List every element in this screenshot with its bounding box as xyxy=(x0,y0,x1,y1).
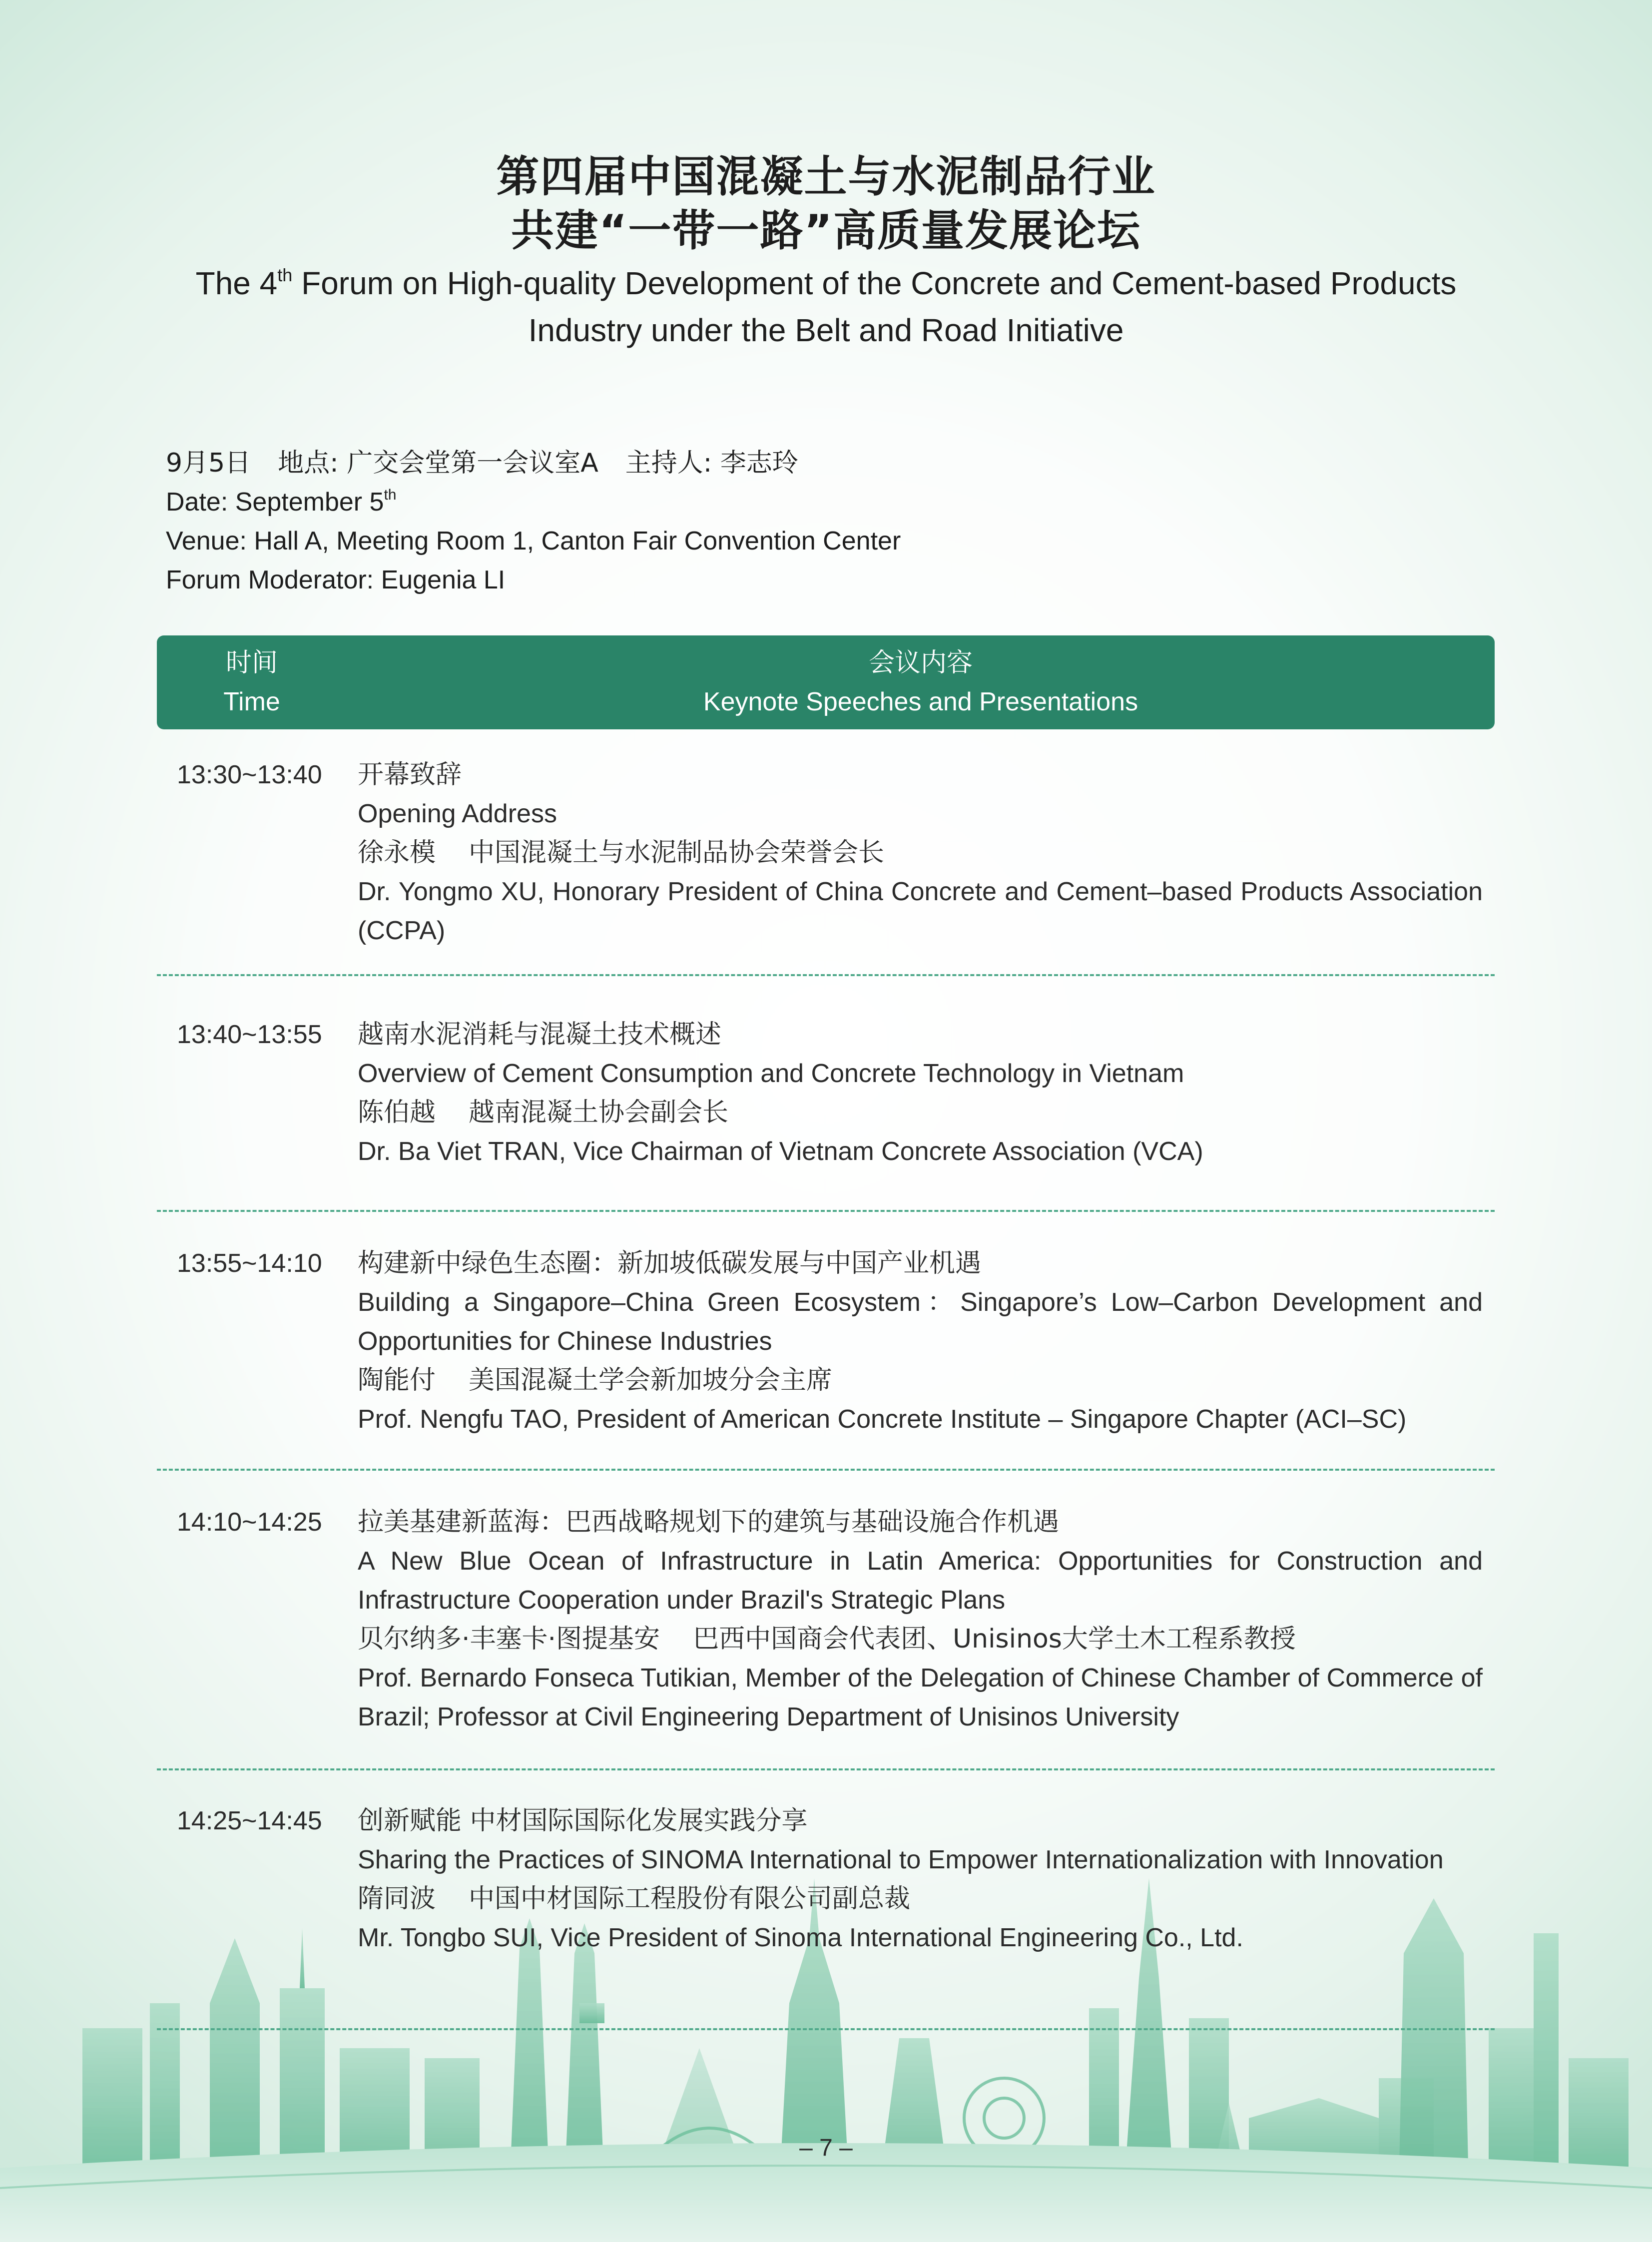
session-speaker-en: Prof. Bernardo Fonseca Tutikian, Member of the Delegation of Chinese Chamber of Commerce of Brazil; Professor at Civil Engineering Department of Unisinos University xyxy=(358,1664,1483,1731)
session-speaker-cn xyxy=(358,1361,1483,1400)
meta-cn-line xyxy=(166,444,901,483)
meta-cn-venue: 地点: 广交会堂第一会议室A xyxy=(278,448,598,478)
session-title-en: Overview of Cement Consumption and Concrete Technology in Vietnam xyxy=(358,1059,1184,1088)
speaker-name-cn: 陶能付 xyxy=(358,1365,436,1395)
title-en xyxy=(0,260,1652,354)
speaker-role-cn: 美国混凝土学会新加坡分会主席 xyxy=(469,1365,833,1395)
title-cn-line2: 共建“一带一路”高质量发展论坛 xyxy=(511,206,1141,256)
session-speaker-en: Mr. Tongbo SUI, Vice President of Sinoma International Engineering Co., Ltd. xyxy=(358,1923,1243,1952)
session-speaker-cn xyxy=(358,833,1483,872)
meta-moderator: Forum Moderator: Eugenia LI xyxy=(166,565,506,594)
header-time-cn: 时间 xyxy=(225,648,278,678)
session-title-cn: 开幕致辞 xyxy=(358,760,462,790)
session-divider xyxy=(157,1210,1495,1212)
schedule-table-header xyxy=(157,635,1495,729)
speaker-role-cn: 巴西中国商会代表团、Unisinos大学土木工程系教授 xyxy=(693,1624,1296,1654)
session-time: 13:40~13:55 xyxy=(177,1020,322,1049)
header-content-column xyxy=(347,643,1495,721)
session-content xyxy=(358,1015,1483,1171)
title-en-sup: th xyxy=(277,265,293,285)
speaker-role-cn: 越南混凝土协会副会长 xyxy=(469,1098,729,1127)
session-divider xyxy=(157,1469,1495,1471)
speaker-name-cn: 徐永模 xyxy=(358,838,436,868)
forum-meta xyxy=(166,444,901,599)
session-title-cn: 创新赋能 中材国际国际化发展实践分享 xyxy=(358,1806,808,1836)
speaker-role-cn: 中国中材国际工程股份有限公司副总裁 xyxy=(469,1884,911,1914)
session-divider xyxy=(157,974,1495,976)
session-title-en: Opening Address xyxy=(358,799,557,828)
session-title-en: Sharing the Practices of SINOMA International to Empower Internationalization with Innovation xyxy=(358,1845,1444,1874)
title-cn-line1: 第四届中国混凝土与水泥制品行业 xyxy=(496,152,1156,202)
header-content-cn: 会议内容 xyxy=(868,648,973,678)
header-time-column xyxy=(157,643,347,721)
session-title-cn: 拉美基建新蓝海：巴西战略规划下的建筑与基础设施合作机遇 xyxy=(358,1507,1060,1537)
speaker-name-cn: 陈伯越 xyxy=(358,1098,436,1127)
session-content xyxy=(358,1244,1483,1439)
meta-cn-moderator: 主持人: 李志玲 xyxy=(625,448,798,478)
session-divider xyxy=(157,2028,1495,2030)
session-speaker-cn xyxy=(358,1093,1483,1132)
meta-venue: Venue: Hall A, Meeting Room 1, Canton Fair Convention Center xyxy=(166,527,901,556)
session-speaker-cn xyxy=(358,1620,1483,1659)
title-en-line1-rest: Forum on High-quality Development of the Concrete and Cement-based Products xyxy=(292,265,1457,301)
session-speaker-en: Dr. Yongmo XU, Honorary President of China Concrete and Cement–based Products Association (CCPA) xyxy=(358,877,1483,945)
session-speaker-en: Prof. Nengfu TAO, President of American Concrete Institute – Singapore Chapter (ACI–SC) xyxy=(358,1405,1407,1434)
session-time: 13:55~14:10 xyxy=(177,1249,322,1278)
session-content xyxy=(358,1503,1483,1736)
speaker-name-cn: 隋同波 xyxy=(358,1884,436,1914)
speaker-role-cn: 中国混凝土与水泥制品协会荣誉会长 xyxy=(469,838,885,868)
session-time: 14:10~14:25 xyxy=(177,1508,322,1537)
meta-cn-date: 9月5日 xyxy=(166,448,251,478)
session-time: 14:25~14:45 xyxy=(177,1806,322,1835)
meta-date-sup: th xyxy=(384,487,397,503)
session-title-cn: 越南水泥消耗与混凝土技术概述 xyxy=(358,1020,722,1050)
session-time: 13:30~13:40 xyxy=(177,760,322,789)
header-content-en: Keynote Speeches and Presentations xyxy=(703,687,1138,716)
session-title-en: Building a Singapore–China Green Ecosystem：Singapore’s Low–Carbon Development and Opportunities for Chinese Industries xyxy=(358,1288,1483,1356)
session-speaker-cn xyxy=(358,1879,1483,1918)
session-content xyxy=(358,755,1483,950)
session-divider xyxy=(157,1768,1495,1770)
title-en-line2: Industry under the Belt and Road Initiative xyxy=(528,312,1124,348)
meta-date xyxy=(166,483,901,522)
session-title-en: A New Blue Ocean of Infrastructure in Latin America: Opportunities for Construction and Infrastructure Cooperation under Brazil's Strategic Plans xyxy=(358,1547,1483,1615)
header-time-en: Time xyxy=(223,687,280,716)
page-number: – 7 – xyxy=(799,2135,853,2161)
speaker-name-cn: 贝尔纳多·丰塞卡·图提基安 xyxy=(358,1624,660,1654)
title-en-line1 xyxy=(0,260,1652,307)
session-content xyxy=(358,1801,1483,1957)
session-speaker-en: Dr. Ba Viet TRAN, Vice Chairman of Vietnam Concrete Association (VCA) xyxy=(358,1137,1203,1166)
meta-date-text: Date: September 5 xyxy=(166,488,384,517)
title-block xyxy=(0,150,1652,354)
title-en-prefix: The 4 xyxy=(195,265,278,301)
session-title-cn: 构建新中绿色生态圈：新加坡低碳发展与中国产业机遇 xyxy=(358,1248,982,1278)
